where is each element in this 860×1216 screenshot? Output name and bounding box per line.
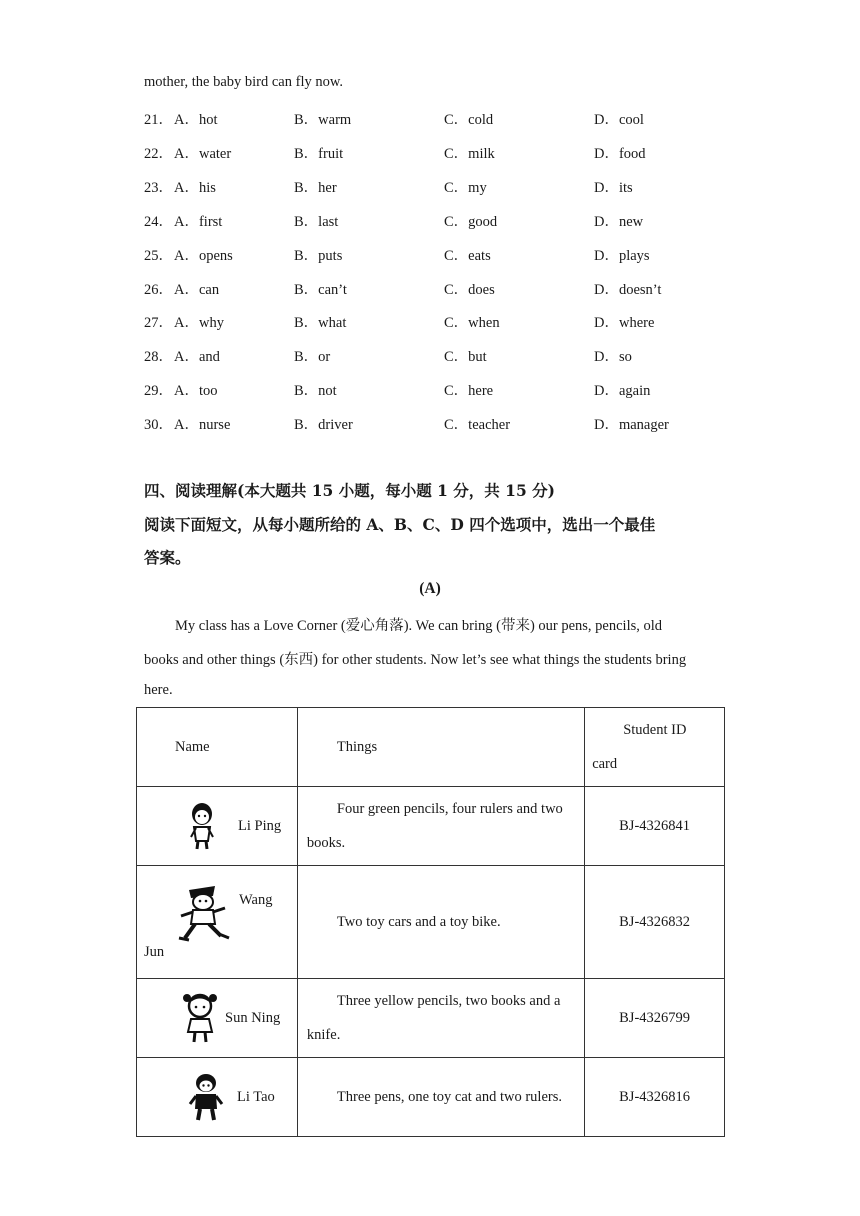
student-id: BJ-4326799 bbox=[585, 979, 725, 1058]
option-d: D．where bbox=[594, 315, 655, 332]
header-things-cell bbox=[297, 708, 584, 787]
section-instruction: 阅读下面短文，从每小题所给的 A、B、C、D 四个选项中，选出一个最佳 bbox=[144, 515, 656, 534]
things-cell bbox=[297, 1058, 584, 1137]
question-row bbox=[144, 345, 744, 365]
question-number: 22． bbox=[144, 145, 173, 162]
name-cell bbox=[137, 1058, 298, 1137]
section-title: 四、阅读理解(本大题共 15 小题，每小题 1 分，共 15 分) bbox=[144, 481, 555, 500]
things-line1: Two toy cars and a toy bike. bbox=[336, 913, 501, 930]
option-a: A．his bbox=[174, 179, 216, 196]
option-d: D．again bbox=[594, 383, 651, 400]
option-a: A．opens bbox=[174, 247, 233, 264]
header-name: Name bbox=[175, 738, 210, 755]
option-c: C．when bbox=[444, 315, 500, 332]
option-b: B．not bbox=[294, 383, 337, 400]
option-b: B．her bbox=[294, 179, 337, 196]
option-a: A．nurse bbox=[174, 417, 231, 434]
option-c: C．eats bbox=[444, 247, 491, 264]
option-d: D．new bbox=[594, 213, 644, 230]
things-line2: books. bbox=[306, 835, 346, 851]
question-number: 24． bbox=[144, 213, 173, 230]
question-row bbox=[144, 142, 744, 162]
option-d: D．so bbox=[594, 349, 632, 366]
student-id: BJ-4326816 bbox=[585, 1058, 725, 1137]
passage-last-line: mother, the baby bird can fly now. bbox=[144, 74, 344, 90]
option-c: C．my bbox=[444, 179, 487, 196]
header-id-line1: Student ID bbox=[623, 722, 687, 738]
student-name-first: Wang bbox=[239, 892, 273, 908]
option-d: D．plays bbox=[594, 247, 650, 264]
option-a: A．too bbox=[174, 383, 218, 400]
question-row bbox=[144, 210, 744, 230]
option-b: B．or bbox=[294, 349, 331, 366]
question-number: 25． bbox=[144, 247, 173, 264]
option-c: C．milk bbox=[444, 145, 495, 162]
option-c: C．teacher bbox=[444, 417, 511, 434]
header-id-cell bbox=[585, 708, 725, 787]
passage-label: (A) bbox=[419, 580, 441, 597]
option-c: C．cold bbox=[444, 112, 494, 128]
things-cell bbox=[297, 979, 584, 1058]
question-row bbox=[144, 108, 744, 128]
student-id: BJ-4326832 bbox=[585, 866, 725, 979]
question-row bbox=[144, 311, 744, 331]
option-d: D．doesn’t bbox=[594, 281, 662, 298]
option-b: B．driver bbox=[294, 417, 353, 434]
table-row bbox=[137, 1058, 725, 1137]
header-id-line2: card bbox=[592, 756, 618, 772]
table-header-row bbox=[137, 708, 725, 787]
option-c: C．but bbox=[444, 349, 487, 366]
header-name-cell bbox=[137, 708, 298, 787]
girl-bows-icon bbox=[181, 992, 219, 1044]
option-b: B．what bbox=[294, 315, 347, 332]
student-id: BJ-4326841 bbox=[585, 787, 725, 866]
question-number: 29． bbox=[144, 383, 173, 400]
passage-line-1: My class has a Love Corner (爱心角落). We can bring (带来) our pens, pencils, old bbox=[175, 618, 663, 634]
boy-icon bbox=[187, 1071, 225, 1123]
things-cell bbox=[297, 787, 584, 866]
table-row bbox=[137, 787, 725, 866]
things-cell bbox=[297, 866, 584, 979]
option-a: A．why bbox=[174, 315, 224, 332]
header-things: Things bbox=[336, 738, 378, 755]
option-a: A．and bbox=[174, 349, 220, 366]
option-a: A．hot bbox=[174, 112, 218, 128]
question-number: 23． bbox=[144, 179, 173, 196]
option-d: D．its bbox=[594, 179, 633, 196]
question-number: 21． bbox=[144, 112, 173, 128]
things-line1: Four green pencils, four rulers and two bbox=[336, 801, 563, 817]
passage-line-3: here. bbox=[144, 682, 173, 698]
option-c: C．does bbox=[444, 281, 495, 298]
student-name: Li Ping bbox=[238, 817, 282, 834]
option-d: D．cool bbox=[594, 112, 644, 128]
question-number: 28． bbox=[144, 349, 173, 366]
question-row bbox=[144, 379, 744, 399]
question-number: 27． bbox=[144, 315, 173, 332]
student-name-last: Jun bbox=[144, 943, 165, 960]
option-a: A．water bbox=[174, 145, 232, 162]
things-line1: Three pens, one toy cat and two rulers. bbox=[336, 1088, 562, 1105]
question-row bbox=[144, 413, 744, 433]
table-row bbox=[137, 979, 725, 1058]
things-line1: Three yellow pencils, two books and a bbox=[336, 993, 561, 1009]
student-name: Sun Ning bbox=[225, 1009, 281, 1026]
question-row bbox=[144, 278, 744, 298]
option-a: A．first bbox=[174, 213, 223, 230]
option-d: D．manager bbox=[594, 417, 669, 434]
passage-line-2: books and other things (东西) for other students. Now let’s see what things the students bring bbox=[144, 652, 687, 668]
option-b: B．last bbox=[294, 213, 339, 230]
option-a: A．can bbox=[174, 281, 220, 298]
option-c: C．good bbox=[444, 213, 498, 230]
option-c: C．here bbox=[444, 383, 494, 400]
section-instruction-cont: 答案。 bbox=[144, 548, 191, 567]
name-cell bbox=[137, 979, 298, 1058]
question-row bbox=[144, 244, 744, 264]
option-b: B．warm bbox=[294, 112, 352, 128]
things-line2: knife. bbox=[306, 1027, 341, 1043]
name-cell bbox=[137, 787, 298, 866]
love-corner-table bbox=[136, 707, 725, 1137]
boy-running-icon bbox=[175, 884, 231, 942]
option-b: B．can’t bbox=[294, 281, 347, 298]
option-d: D．food bbox=[594, 145, 646, 162]
question-row bbox=[144, 176, 744, 196]
student-name: Li Tao bbox=[237, 1088, 275, 1105]
girl-icon bbox=[183, 801, 221, 851]
option-b: B．fruit bbox=[294, 145, 344, 162]
option-b: B．puts bbox=[294, 247, 343, 264]
name-cell bbox=[137, 866, 298, 979]
question-number: 30． bbox=[144, 417, 173, 434]
table-row bbox=[137, 866, 725, 979]
question-number: 26． bbox=[144, 281, 173, 298]
